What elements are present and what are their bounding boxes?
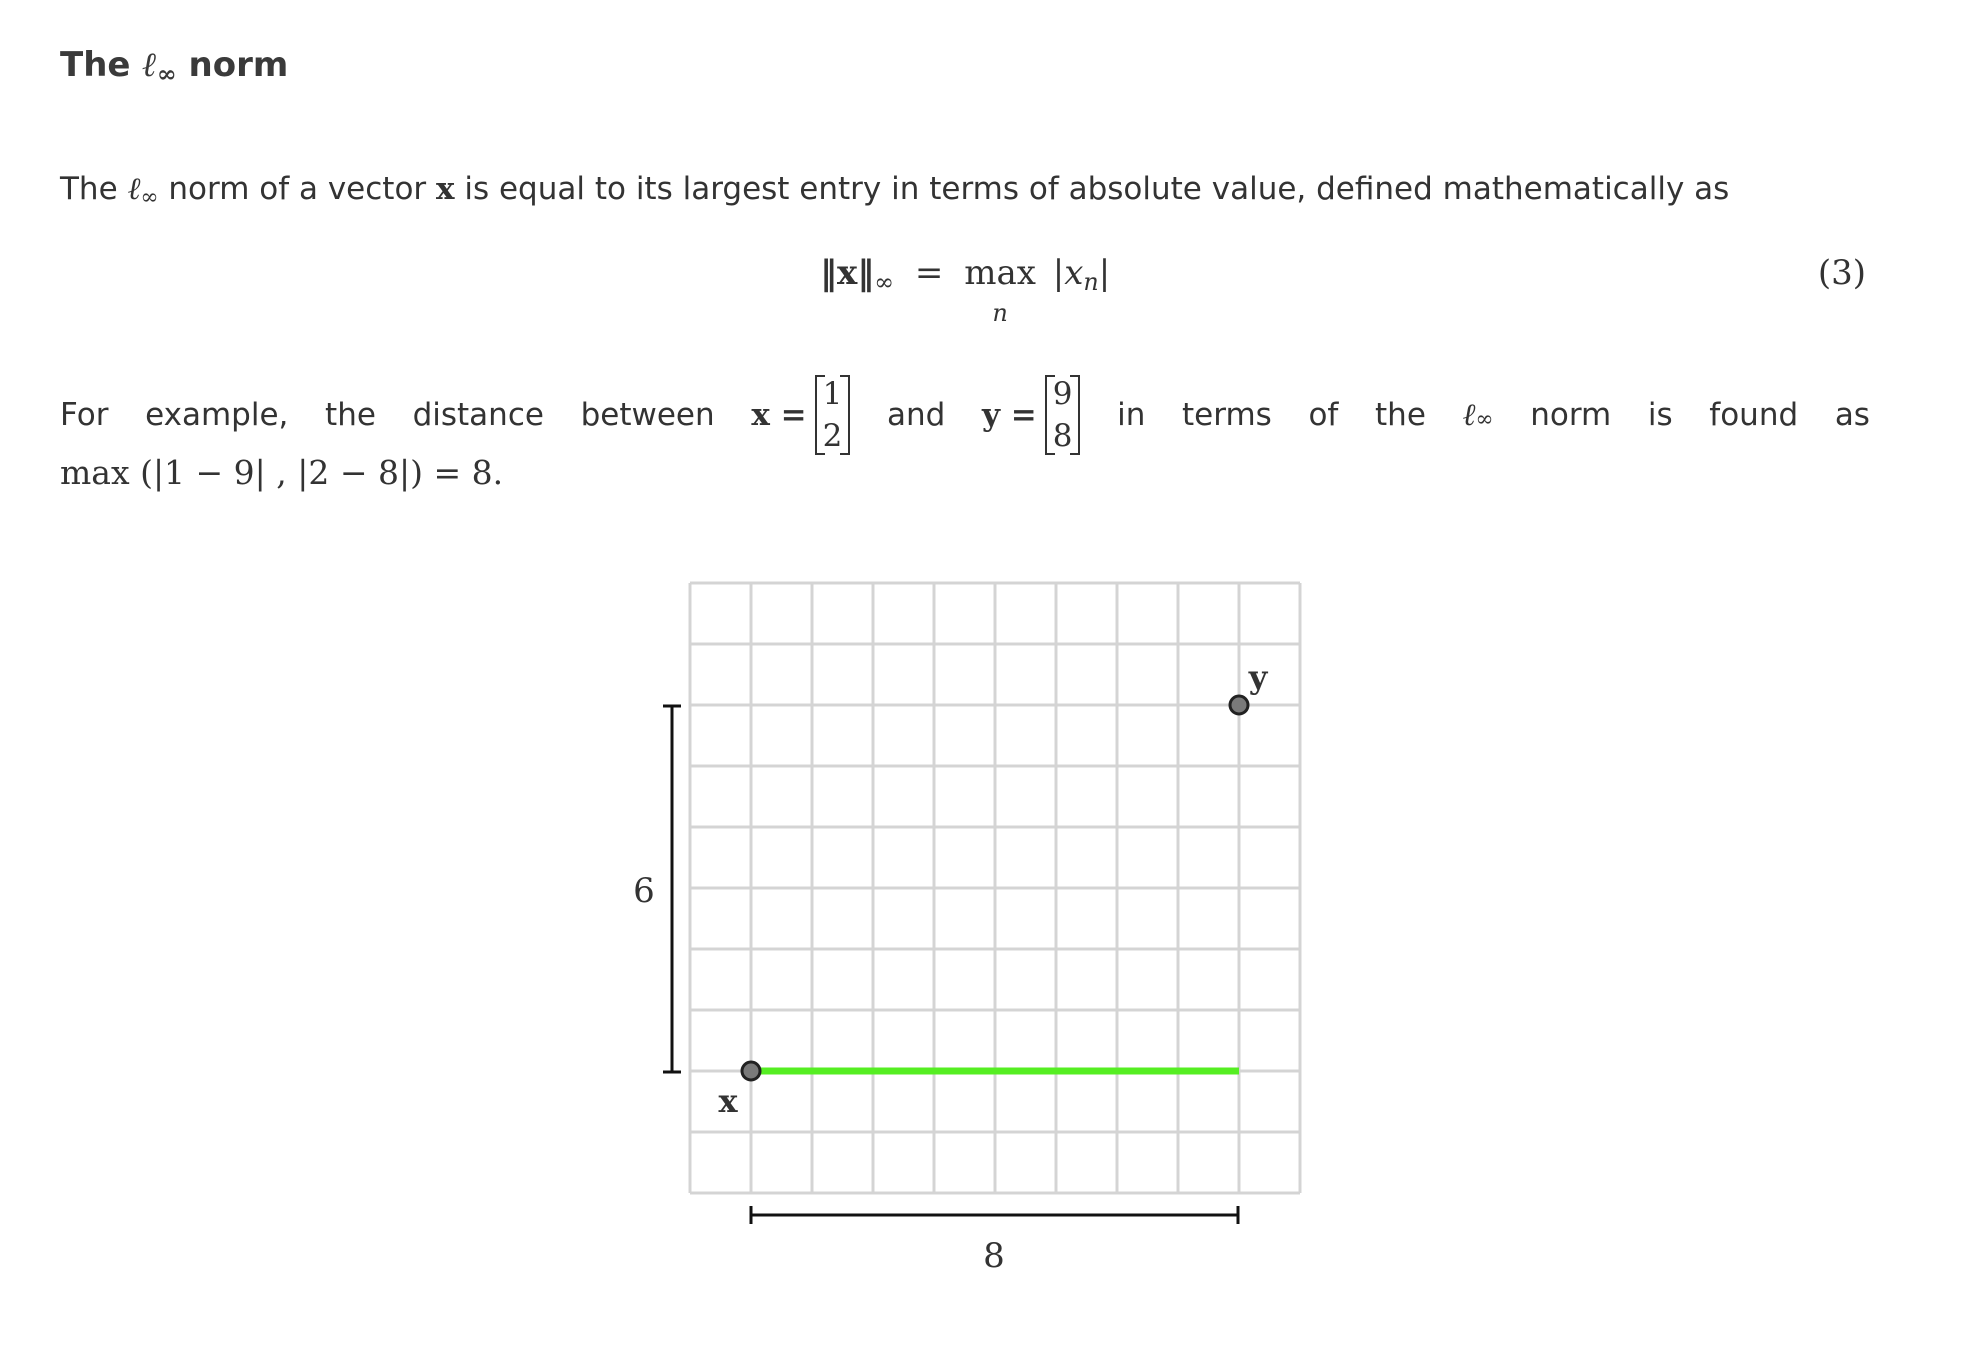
equation-lhs: ‖x‖∞ bbox=[820, 253, 895, 296]
point-x-label: x bbox=[718, 1082, 738, 1120]
vector-x-def: x = 1 2 bbox=[751, 373, 850, 457]
equation-linf: ‖x‖∞ = max n |xn| bbox=[820, 248, 1110, 301]
point-x bbox=[742, 1062, 760, 1080]
example-result: max (|1 − 9| , |2 − 8|) = 8. bbox=[60, 453, 504, 492]
heading-suffix: norm bbox=[188, 45, 289, 85]
vertical-measure-bar bbox=[663, 706, 681, 1072]
intro-paragraph: The ℓ∞ norm of a vector x is equal to its largest entry in terms of absolute value, defined mathematically as bbox=[60, 171, 1730, 211]
ell-symbol: ℓ ∞ bbox=[1462, 397, 1494, 433]
ell-symbol: ℓ∞ bbox=[142, 45, 177, 88]
point-y bbox=[1230, 696, 1248, 714]
equation-number: (3) bbox=[1817, 253, 1866, 293]
horizontal-measure-label: 8 bbox=[983, 1236, 1005, 1276]
matrix-x: 1 2 bbox=[815, 373, 851, 457]
horizontal-measure-bar bbox=[751, 1206, 1238, 1224]
vector-x: x bbox=[436, 171, 455, 207]
grid bbox=[690, 583, 1300, 1193]
vector-y-def: y = 9 8 bbox=[982, 373, 1081, 457]
matrix-y: 9 8 bbox=[1045, 373, 1081, 457]
max-operator: max n bbox=[964, 253, 1036, 327]
point-y-label: y bbox=[1248, 658, 1268, 696]
equation-rhs: |xn| bbox=[1052, 253, 1111, 296]
ell-symbol: ℓ∞ bbox=[127, 171, 159, 211]
example-paragraph: For example, the distance between x = 1 2 and y = 9 8 in terms of the ℓ ∞ norm is found as bbox=[60, 370, 1870, 460]
vertical-measure-label: 6 bbox=[633, 871, 655, 911]
heading-prefix: The bbox=[60, 45, 131, 85]
